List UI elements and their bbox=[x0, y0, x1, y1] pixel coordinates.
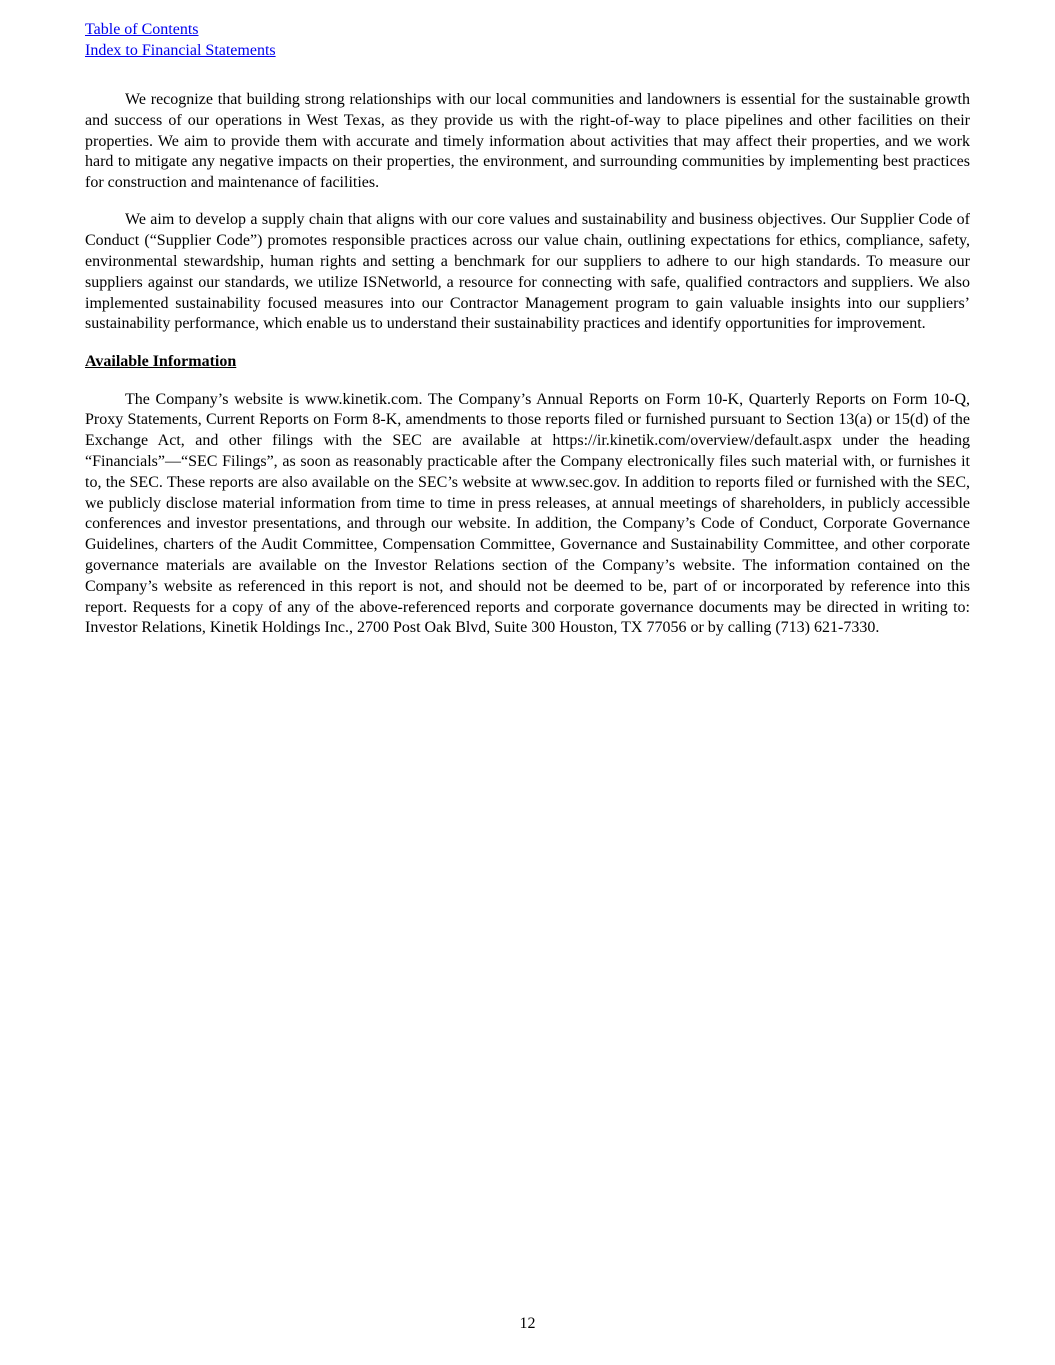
document-body bbox=[85, 90, 970, 656]
paragraph-supply-chain: We aim to develop a supply chain that aligns with our core values and sustainability and business objectives. Our Supplier Code of Conduct (“Supplier Code”) promotes responsible practices across our value chain, outlining expectations for ethics, compliance, safety, environmental stewardship, human rights and setting a benchmark for our suppliers to adhere to our high standards. To measure our suppliers against our standards, we utilize ISNetworld, a resource for connecting with safe, qualified contractors and suppliers. We also implemented sustainability focused measures into our Contractor Management program to gain valuable insights into our suppliers’ sustainability performance, which enable us to understand their sustainability practices and identify opportunities for improvement. bbox=[85, 211, 970, 333]
section-heading-available-information: Available Information bbox=[85, 352, 237, 370]
page-number: 12 bbox=[519, 1315, 536, 1332]
index-to-financial-statements-link[interactable]: Index to Financial Statements bbox=[85, 42, 276, 59]
paragraph-community-relationships: We recognize that building strong relationships with our local communities and landowners is essential for the sustainable growth and success of our operations in West Texas, as they provide us with the right-of-way to place pipelines and other facilities on their properties. We aim to provide them with accurate and timely information about activities that may affect their properties, and we work hard to mitigate any negative impacts on their properties, the environment, and surrounding communities by implementing best practices for construction and maintenance of facilities. bbox=[85, 91, 970, 192]
table-of-contents-link[interactable]: Table of Contents bbox=[85, 21, 199, 38]
paragraph-available-information: The Company’s website is www.kinetik.com. The Company’s Annual Reports on Form 10-K, Quarterly Reports on Form 10-Q, Proxy Statements, Current Reports on Form 8-K, amendments to those reports filed or furnished pursuant to Section 13(a) or 15(d) of the Exchange Act, and other filings with the SEC are available at https://ir.kinetik.com/overview/default.aspx under the heading “Financials”—“SEC Filings”, as soon as reasonably practicable after the Company electronically files such material with, or furnishes it to, the SEC. These reports are also available on the SEC’s website at www.sec.gov. In addition to reports filed or furnished with the SEC, we publicly disclose material information from time to time in press releases, at annual meetings of shareholders, in publicly accessible conferences and investor presentations, and through our website. In addition, the Company’s Code of Conduct, Corporate Governance Guidelines, charters of the Audit Committee, Compensation Committee, Governance and Sustainability Committee, and other corporate governance materials are available on the Investor Relations section of the Company’s website. The information contained on the Company’s website as referenced in this report is not, and should not be deemed to be, part of or incorporated by reference into this report. Requests for a copy of any of the above-referenced reports and corporate governance documents may be directed in writing to: Investor Relations, Kinetik Holdings Inc., 2700 Post Oak Blvd, Suite 300 Houston, TX 77056 or by calling (713) 621-7330. bbox=[85, 390, 970, 637]
top-navigation bbox=[85, 19, 276, 61]
